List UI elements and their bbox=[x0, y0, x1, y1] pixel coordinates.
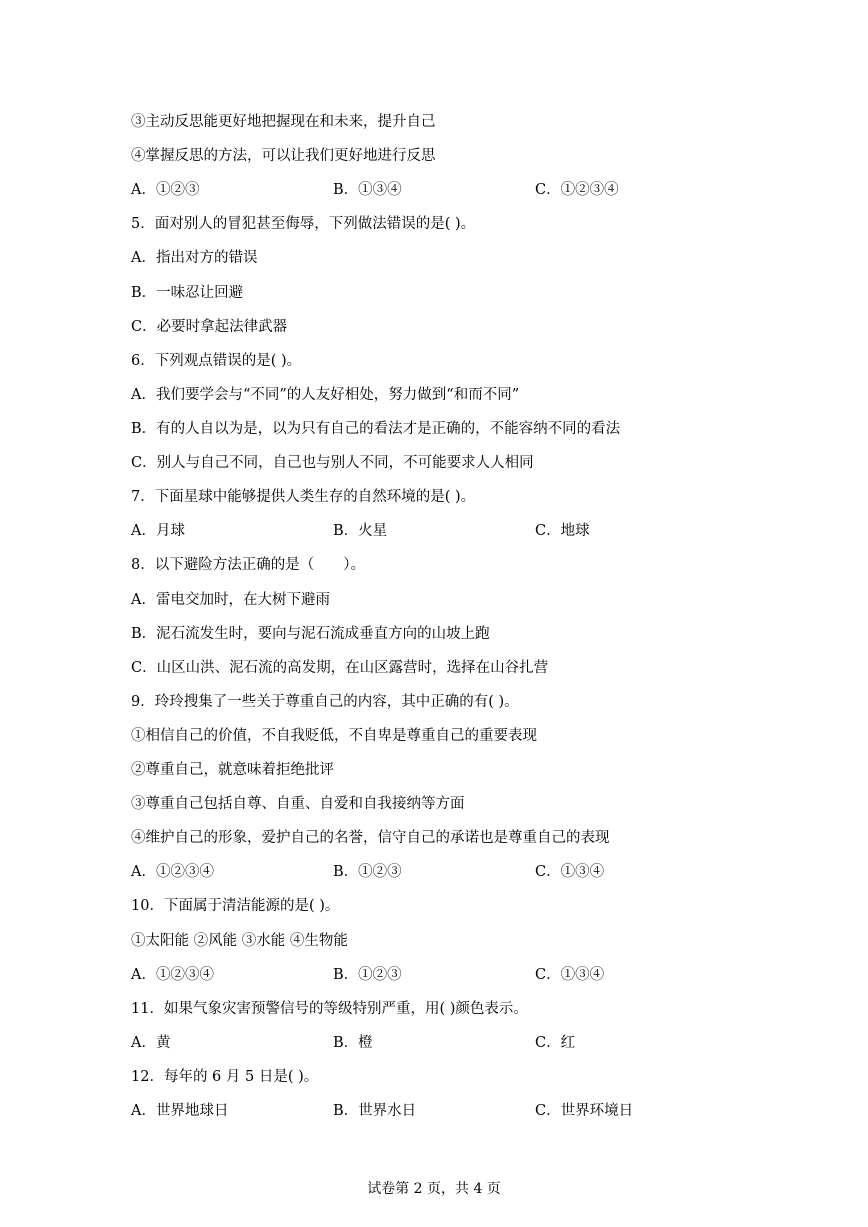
q7-stem: 7．下面星球中能够提供人类生存的自然环境的是( )。 bbox=[131, 489, 476, 505]
q4-option-b: B．①③④ bbox=[333, 182, 402, 198]
q10-option-c: C．①③④ bbox=[535, 967, 605, 983]
q10-option-a: A．①②③④ bbox=[131, 967, 214, 983]
q10-items: ①太阳能 ②风能 ③水能 ④生物能 bbox=[131, 933, 348, 949]
q9-option-c: C．①③④ bbox=[535, 864, 605, 880]
q6-option-b: B．有的人自以为是，以为只有自己的看法才是正确的，不能容纳不同的看法 bbox=[131, 421, 621, 437]
q12-option-a: A．世界地球日 bbox=[131, 1103, 229, 1119]
q9-statement-2: ②尊重自己，就意味着拒绝批评 bbox=[131, 762, 334, 778]
q7-option-a: A．月球 bbox=[131, 523, 185, 539]
q12-option-c: C．世界环境日 bbox=[535, 1103, 634, 1119]
q11-option-a: A．黄 bbox=[131, 1035, 171, 1051]
q12-stem: 12．每年的 6 月 5 日是( )。 bbox=[131, 1069, 319, 1085]
q7-option-c: C．地球 bbox=[535, 523, 590, 539]
q9-statement-4: ④维护自己的形象，爱护自己的名誉，信守自己的承诺也是尊重自己的表现 bbox=[131, 830, 610, 846]
q5-option-b: B．一味忍让回避 bbox=[131, 285, 244, 301]
q4-option-a: A．①②③ bbox=[131, 182, 200, 198]
q6-option-c: C．别人与自己不同，自己也与别人不同，不可能要求人人相同 bbox=[131, 455, 534, 471]
q8-option-c: C．山区山洪、泥石流的高发期，在山区露营时，选择在山谷扎营 bbox=[131, 660, 549, 676]
q9-statement-1: ①相信自己的价值，不自我贬低，不自卑是尊重自己的重要表现 bbox=[131, 728, 537, 744]
q10-option-b: B．①②③ bbox=[333, 967, 402, 983]
q5-option-c: C．必要时拿起法律武器 bbox=[131, 319, 288, 335]
q8-option-a: A．雷电交加时，在大树下避雨 bbox=[131, 592, 330, 608]
page-footer: 试卷第 2 页，共 4 页 bbox=[367, 1181, 501, 1197]
q5-option-a: A．指出对方的错误 bbox=[131, 250, 258, 266]
q11-option-b: B．橙 bbox=[333, 1035, 373, 1051]
q4-statement-3: ③主动反思能更好地把握现在和未来，提升自己 bbox=[131, 114, 436, 130]
q9-option-a: A．①②③④ bbox=[131, 864, 214, 880]
q9-stem: 9．玲玲搜集了一些关于尊重自己的内容，其中正确的有( )。 bbox=[131, 694, 519, 710]
q4-option-c: C．①②③④ bbox=[535, 182, 619, 198]
q5-stem: 5．面对别人的冒犯甚至侮辱，下列做法错误的是( )。 bbox=[131, 216, 476, 232]
q10-stem: 10．下面属于清洁能源的是( )。 bbox=[131, 898, 340, 914]
q6-stem: 6．下列观点错误的是( )。 bbox=[131, 353, 302, 369]
q8-option-b: B．泥石流发生时，要向与泥石流成垂直方向的山坡上跑 bbox=[131, 626, 490, 642]
q12-option-b: B．世界水日 bbox=[333, 1103, 417, 1119]
q8-stem: 8．以下避险方法正确的是（ ）。 bbox=[131, 557, 365, 573]
q6-option-a: A．我们要学会与“不同”的人友好相处，努力做到“和而不同” bbox=[131, 387, 520, 403]
q7-option-b: B．火星 bbox=[333, 523, 388, 539]
q9-option-b: B．①②③ bbox=[333, 864, 402, 880]
q11-stem: 11．如果气象灾害预警信号的等级特别严重，用( )颜色表示。 bbox=[131, 1001, 528, 1017]
q4-statement-4: ④掌握反思的方法，可以让我们更好地进行反思 bbox=[131, 148, 436, 164]
q9-statement-3: ③尊重自己包括自尊、自重、自爱和自我接纳等方面 bbox=[131, 796, 465, 812]
q11-option-c: C．红 bbox=[535, 1035, 576, 1051]
